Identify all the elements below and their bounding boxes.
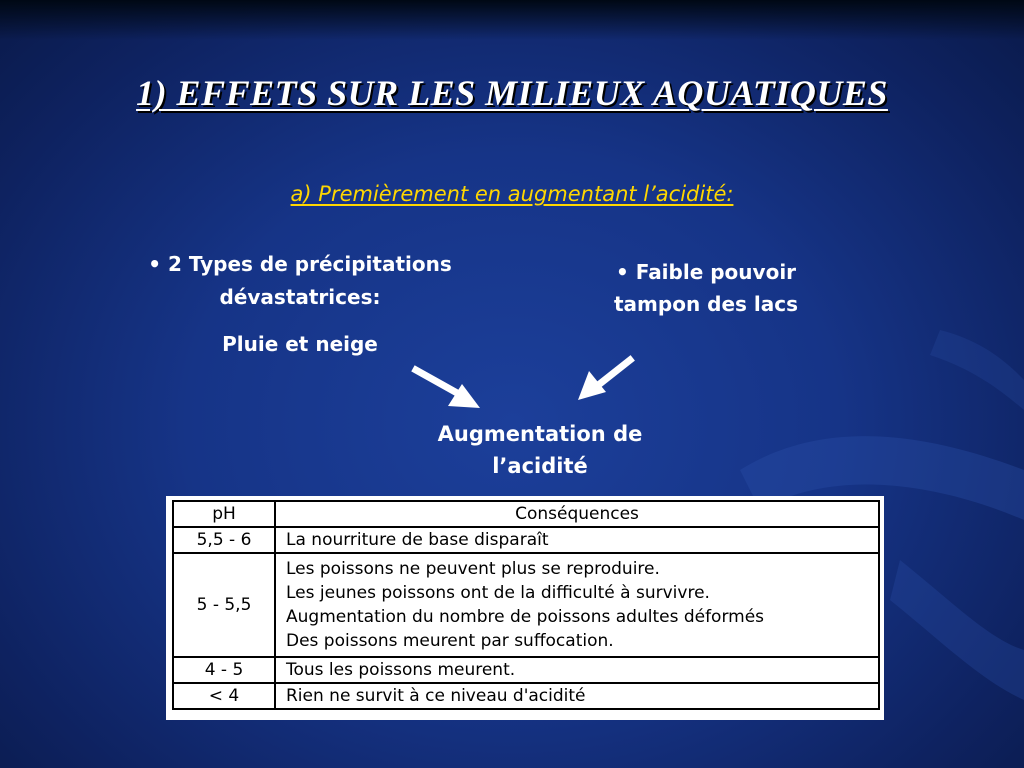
consequence-cell [275,657,879,683]
result-line1: Augmentation de [437,422,643,446]
consequence-line: La nourriture de base disparaît [286,530,549,550]
table-row [173,553,879,657]
arrow-left-down-right-icon [416,370,480,408]
consequence-line: Rien ne survit à ce niveau d'acidité [286,686,586,706]
ph-value: 5,5 - 6 [173,527,275,553]
consequence-cell [275,553,879,657]
table-row [173,657,879,683]
result-label [390,418,690,482]
left-bullet-detail: Pluie et neige [222,332,378,356]
table-row [173,683,879,709]
table-row [173,527,879,553]
header-consequences: Conséquences [275,501,879,527]
consequence-cell [275,527,879,553]
consequence-line: Augmentation du nombre de poissons adultes déformés [286,607,765,627]
consequence-line: Les jeunes poissons ont de la difficulté à survivre. [286,583,710,603]
arrow-right-down-left-icon [578,360,630,400]
consequence-cell [275,683,879,709]
right-bullet-line1: • Faible pouvoir [615,260,797,284]
ph-value: < 4 [173,683,275,709]
result-line2: l’acidité [492,454,588,478]
consequence-line: Des poissons meurent par suffocation. [286,631,614,651]
ph-value: 4 - 5 [173,657,275,683]
ph-table-panel [166,496,884,720]
ph-consequences-table [172,500,880,710]
consequence-line: Les poissons ne peuvent plus se reproduire. [286,559,660,579]
slide-subtitle: a) Premièrement en augmentant l’acidité: [290,182,734,206]
header-ph: pH [173,501,275,527]
left-bullet-line1: • 2 Types de précipitations [148,252,452,276]
slide-title: 1) EFFETS SUR LES MILIEUX AQUATIQUES [136,73,888,113]
ph-value: 5 - 5,5 [173,553,275,657]
consequence-line: Tous les poissons meurent. [286,660,516,680]
table-header-row [173,501,879,527]
right-bullet-line2: tampon des lacs [613,292,798,316]
left-bullet-line2: dévastatrices: [219,285,381,309]
